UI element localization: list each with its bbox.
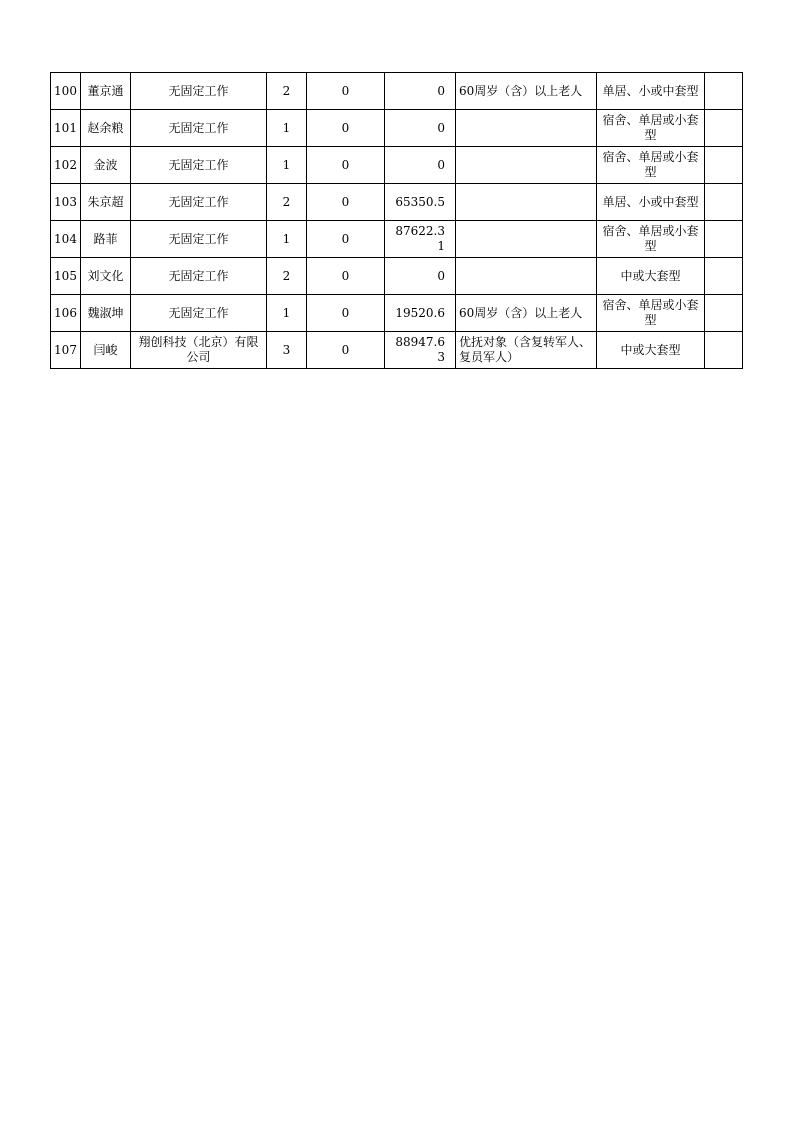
housing-type-cell: 宿舍、单居或小套型 [597,147,705,184]
amount-cell: 0 [385,110,456,147]
employer-cell: 无固定工作 [131,147,267,184]
category-cell [456,221,597,258]
table-row [51,332,743,369]
table-row [51,221,743,258]
value-cell: 0 [307,295,385,332]
amount-cell: 87622.31 [385,221,456,258]
housing-type-cell: 宿舍、单居或小套型 [597,295,705,332]
table-row [51,73,743,110]
category-cell [456,184,597,221]
note-cell [705,110,743,147]
row-index-cell: 103 [51,184,81,221]
applicant-table [50,72,743,369]
employer-cell: 无固定工作 [131,295,267,332]
family-size-cell: 2 [267,184,307,221]
table-row [51,110,743,147]
row-index-cell: 106 [51,295,81,332]
row-index-cell: 101 [51,110,81,147]
row-index-cell: 104 [51,221,81,258]
note-cell [705,221,743,258]
note-cell [705,332,743,369]
amount-cell: 0 [385,147,456,184]
employer-cell: 翔创科技（北京）有限公司 [131,332,267,369]
housing-type-cell: 宿舍、单居或小套型 [597,110,705,147]
category-cell [456,110,597,147]
family-size-cell: 1 [267,295,307,332]
value-cell: 0 [307,147,385,184]
table-row [51,184,743,221]
name-cell: 魏淑坤 [81,295,131,332]
name-cell: 朱京超 [81,184,131,221]
family-size-cell: 1 [267,221,307,258]
family-size-cell: 2 [267,258,307,295]
employer-cell: 无固定工作 [131,73,267,110]
note-cell [705,73,743,110]
housing-type-cell: 中或大套型 [597,258,705,295]
name-cell: 董京通 [81,73,131,110]
category-cell: 优抚对象（含复转军人、复员军人） [456,332,597,369]
category-cell [456,258,597,295]
table-row [51,258,743,295]
row-index-cell: 105 [51,258,81,295]
table-row [51,295,743,332]
row-index-cell: 100 [51,73,81,110]
value-cell: 0 [307,258,385,295]
value-cell: 0 [307,110,385,147]
note-cell [705,184,743,221]
value-cell: 0 [307,221,385,258]
row-index-cell: 107 [51,332,81,369]
family-size-cell: 2 [267,73,307,110]
housing-type-cell: 单居、小或中套型 [597,73,705,110]
amount-cell: 19520.6 [385,295,456,332]
table-body [51,73,743,369]
family-size-cell: 1 [267,147,307,184]
name-cell: 路菲 [81,221,131,258]
employer-cell: 无固定工作 [131,221,267,258]
value-cell: 0 [307,184,385,221]
category-cell: 60周岁（含）以上老人 [456,295,597,332]
employer-cell: 无固定工作 [131,258,267,295]
category-cell: 60周岁（含）以上老人 [456,73,597,110]
amount-cell: 0 [385,73,456,110]
amount-cell: 65350.5 [385,184,456,221]
note-cell [705,295,743,332]
name-cell: 闫峻 [81,332,131,369]
name-cell: 赵余粮 [81,110,131,147]
housing-type-cell: 单居、小或中套型 [597,184,705,221]
row-index-cell: 102 [51,147,81,184]
name-cell: 金波 [81,147,131,184]
amount-cell: 88947.63 [385,332,456,369]
table-row [51,147,743,184]
housing-type-cell: 中或大套型 [597,332,705,369]
family-size-cell: 3 [267,332,307,369]
employer-cell: 无固定工作 [131,110,267,147]
employer-cell: 无固定工作 [131,184,267,221]
note-cell [705,258,743,295]
note-cell [705,147,743,184]
category-cell [456,147,597,184]
housing-type-cell: 宿舍、单居或小套型 [597,221,705,258]
name-cell: 刘文化 [81,258,131,295]
family-size-cell: 1 [267,110,307,147]
value-cell: 0 [307,332,385,369]
amount-cell: 0 [385,258,456,295]
value-cell: 0 [307,73,385,110]
